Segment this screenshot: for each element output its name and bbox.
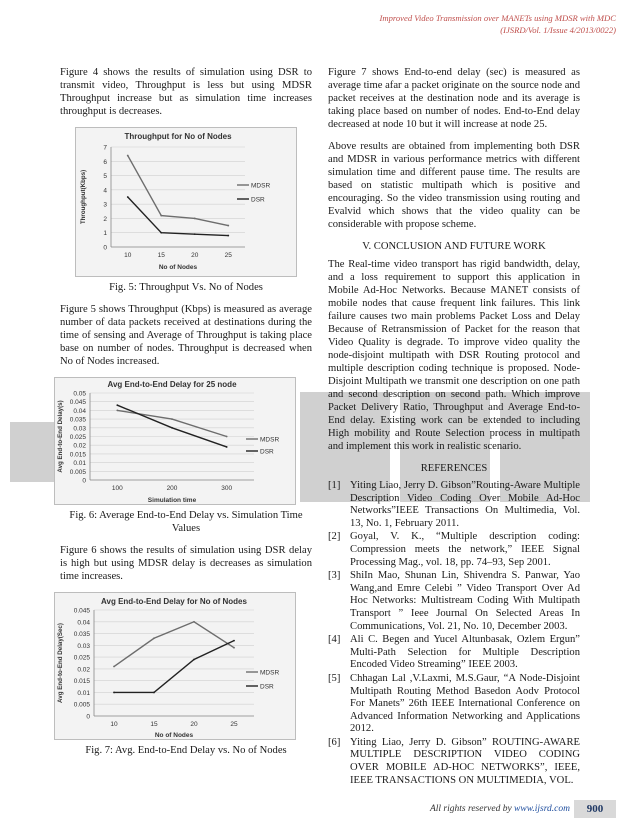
x-tick-label: 20: [191, 252, 199, 259]
paragraph-results-summary: Above results are obtained from implementing both DSR and MDSR in various performance metrics with different simulation time and different pause time. The results are based on statistic multipath which is positive and encouraging. So the video transmission using routing and Evalvid which shows that the video quality can be considerable with propose scheme.: [328, 141, 580, 230]
chart-title: Avg End-to-End Delay for 25 node: [107, 380, 237, 389]
figure-6: [54, 377, 296, 505]
x-tick-label: 20: [190, 721, 198, 728]
y-tick-label: 7: [103, 144, 107, 152]
legend-label-mdsr: MDSR: [251, 182, 271, 190]
y-axis-label: Avg End-to-End Delay(Sec): [57, 623, 64, 703]
x-tick-label: 100: [111, 485, 123, 492]
y-tick-label: 0.045: [69, 399, 86, 407]
data-point-mdsr: [171, 418, 173, 420]
data-point-dsr: [127, 196, 129, 198]
data-point-mdsr: [226, 436, 228, 438]
data-point-dsr: [171, 427, 173, 429]
y-tick-label: 5: [103, 173, 107, 181]
legend-label-dsr: DSR: [260, 448, 274, 456]
y-tick-label: 0.03: [77, 642, 90, 650]
data-point-dsr: [227, 235, 229, 237]
y-tick-label: 1: [103, 230, 107, 238]
delay-vs-time-chart: [54, 377, 296, 505]
y-tick-label: 0.01: [77, 689, 90, 697]
x-axis-label: No of Nodes: [154, 732, 194, 739]
data-point-dsr: [153, 692, 155, 694]
reference-item: [1] Yiting Liao, Jerry D. Gibson”Routing-Aware Multiple Description Video Coding Over Mobile Ad-Hoc Networks”IEEE Transactions On Multimedia, Vol. 13, No. 1, February 2011.: [328, 480, 580, 529]
y-tick-label: 6: [103, 158, 107, 166]
legend-label-dsr: DSR: [251, 196, 265, 204]
y-tick-label: 0.045: [73, 607, 90, 615]
figure-7-caption: Fig. 7: Avg. End-to-End Delay vs. No of Nodes: [85, 745, 287, 756]
reference-item: [4] Ali C. Begen and Yucel Altunbasak, Ozlem Ergun” Multi-Path Selection for Multiple Description Encoded Video Streaming” IEEE 2003.: [328, 634, 580, 671]
y-tick-label: 0.005: [69, 468, 86, 476]
data-point-dsr: [113, 692, 115, 694]
y-tick-label: 0.04: [77, 619, 90, 627]
x-tick-label: 15: [150, 721, 158, 728]
header-issue: (IJSRD/Vol. 1/Issue 4/2013/0022): [500, 25, 616, 35]
y-tick-label: 0.02: [73, 442, 86, 450]
y-tick-label: 0: [86, 713, 90, 721]
y-tick-label: 0: [103, 244, 107, 252]
data-point-mdsr: [116, 410, 118, 412]
x-tick-label: 300: [221, 485, 233, 492]
y-tick-label: 0: [82, 477, 86, 485]
y-tick-label: 0.025: [73, 654, 90, 662]
reference-item: [2] Goyal, V. K., “Multiple description coding: Compression meets the network,” IEEE Signal Processing Mag., vol. 18, pp. 74–93, Sep 2001.: [328, 531, 580, 568]
x-tick-label: 25: [224, 252, 232, 259]
y-tick-label: 0.05: [73, 390, 86, 398]
reference-item: [5] Chhagan Lal ,V.Laxmi, M.S.Gaur, “A Node-Disjoint Multipath Routing Method Basedon Aodv Protocol For Manets” 26th IEEE International Conference on Advanced Information Networking and Applications 2012.: [328, 672, 580, 735]
y-tick-label: 4: [103, 187, 107, 195]
chart-title: Avg End-to-End Delay for No of Nodes: [101, 597, 247, 606]
y-axis-label: Throughput(Kbps): [80, 169, 87, 225]
rights-notice: All rights reserved by www.ijsrd.com: [429, 804, 570, 814]
figure-5-caption: Fig. 5: Throughput Vs. No of Nodes: [109, 282, 263, 293]
chart-title: Throughput for No of Nodes: [124, 132, 232, 141]
data-point-dsr: [193, 659, 195, 661]
data-point-mdsr: [127, 155, 129, 157]
x-tick-label: 15: [157, 252, 165, 259]
page-footer: [0, 800, 638, 826]
reference-list: [328, 480, 580, 787]
throughput-chart: [75, 127, 297, 277]
paragraph-fig7-discussion: Figure 7 shows End-to-end delay (sec) is measured as average time afar a packet originate on the source node and packet receives at the destination node and its average is taking place based on number of nodes. End-to-End delay decreased at node 10 but it will increase at node 25.: [328, 67, 580, 130]
x-axis-label: No of Nodes: [158, 264, 198, 271]
figure-5: [75, 127, 297, 277]
paragraph-fig5-discussion: Figure 5 shows Throughput (Kbps) is measured as average number of data packets received at destinations during the time of sensing and Average of Throughput is taking place base on number of nodes. Throughput is decreased when No of Nodes increased.: [60, 304, 312, 367]
legend-label-dsr: DSR: [260, 683, 274, 691]
left-column: [57, 66, 312, 766]
chart-frame: [55, 593, 296, 740]
y-tick-label: 0.04: [73, 407, 86, 415]
data-point-mdsr: [113, 666, 115, 668]
x-tick-label: 200: [166, 485, 178, 492]
paragraph-conclusion: The Real-time video transport has rigid bandwidth, delay, and a loss requirement to support this application in Mobile Ad-Hoc Networks. Because MANET consists of mobile nodes that cause frequent link failures. This link failure causes two main problems Packet Loss and Delay Because of Retransmission of Packet for the reason that Video Quality is degrade. To improve video quality the node-disjoint multipath with DSR Routing protocol and multiple description coding technique is proposed. Node-Disjoint Multipath we transmit one description on one path and second description on second path. Which improve Packet Delivery Ratio, Throughput and Average End-to-End delay. Existing work can be extended to including High mobility and Route Selection process in multipath and implement this work in realistic scenario.: [328, 259, 580, 452]
section-heading-conclusion: V. CONCLUSION AND FUTURE WORK: [362, 241, 546, 252]
x-tick-label: 10: [110, 721, 118, 728]
legend-label-mdsr: MDSR: [260, 436, 280, 444]
data-point-dsr: [116, 404, 118, 406]
data-point-dsr: [160, 232, 162, 234]
y-tick-label: 0.035: [69, 416, 86, 424]
data-point-dsr: [194, 233, 196, 235]
reference-item: [3] ShiIn Mao, Shunan Lin, Shivendra S. Panwar, Yao Wang,and Emre Celebi ” Video Transport Over Ad Hoc Networks: Multistream Coding With Multipath Transport ” Ieee Journal On Selected Areas In Communications, Vol. 21, No. 10, December 2003.: [328, 570, 580, 632]
y-tick-label: 0.015: [69, 451, 86, 459]
y-tick-label: 0.025: [69, 434, 86, 441]
y-tick-label: 0.005: [73, 701, 90, 709]
header-title: Improved Video Transmission over MANETs using MDSR with MDC: [379, 13, 616, 23]
data-point-dsr: [233, 640, 235, 642]
x-tick-label: 10: [124, 252, 132, 259]
right-column: [328, 66, 580, 788]
paragraph-fig4-discussion: Figure 4 shows the results of simulation using DSR to transmit video, Throughput is less but using MDSR Throughput increase but as simulation time increases throughput is decreases.: [60, 67, 312, 117]
x-tick-label: 25: [230, 721, 238, 728]
reference-item: [6] Yiting Liao, Jerry D. Gibson” ROUTING-AWARE MULTIPLE DESCRIPTION VIDEO CODING OVER MOBILE AD-HOC NETWORKS”, IEEE, IEEE TRANSACTIONS ON MULTIMEDIA, VOL.: [328, 736, 580, 786]
figure-6-caption: Fig. 6: Average End-to-End Delay vs. Simulation Time Values: [69, 510, 303, 534]
y-axis-label: Avg End-to-End Delay(s): [57, 400, 64, 473]
y-tick-label: 0.035: [73, 631, 90, 639]
running-header: [380, 12, 617, 36]
delay-vs-nodes-chart: [54, 592, 296, 740]
y-tick-label: 3: [103, 201, 107, 209]
figure-7: [54, 592, 296, 740]
data-point-mdsr: [227, 225, 229, 227]
y-tick-label: 0.02: [77, 666, 90, 674]
data-point-dsr: [226, 446, 228, 448]
data-point-mdsr: [160, 215, 162, 217]
data-point-mdsr: [153, 637, 155, 639]
data-point-mdsr: [194, 218, 196, 220]
y-tick-label: 0.01: [73, 460, 86, 468]
x-axis-label: Simulation time: [147, 497, 197, 504]
data-point-mdsr: [193, 621, 195, 623]
data-point-mdsr: [233, 647, 235, 649]
section-heading-references: REFERENCES: [420, 463, 488, 474]
y-tick-label: 2: [103, 215, 107, 223]
journal-link[interactable]: www.ijsrd.com: [514, 804, 570, 814]
y-tick-label: 0.03: [73, 425, 86, 433]
y-tick-label: 0.015: [73, 678, 90, 686]
legend-label-mdsr: MDSR: [260, 669, 280, 677]
page-number: 900: [574, 800, 616, 818]
paragraph-fig6-discussion: Figure 6 shows the results of simulation using DSR delay is high but using MDSR delay is decreases as simulation time increases.: [60, 545, 312, 582]
